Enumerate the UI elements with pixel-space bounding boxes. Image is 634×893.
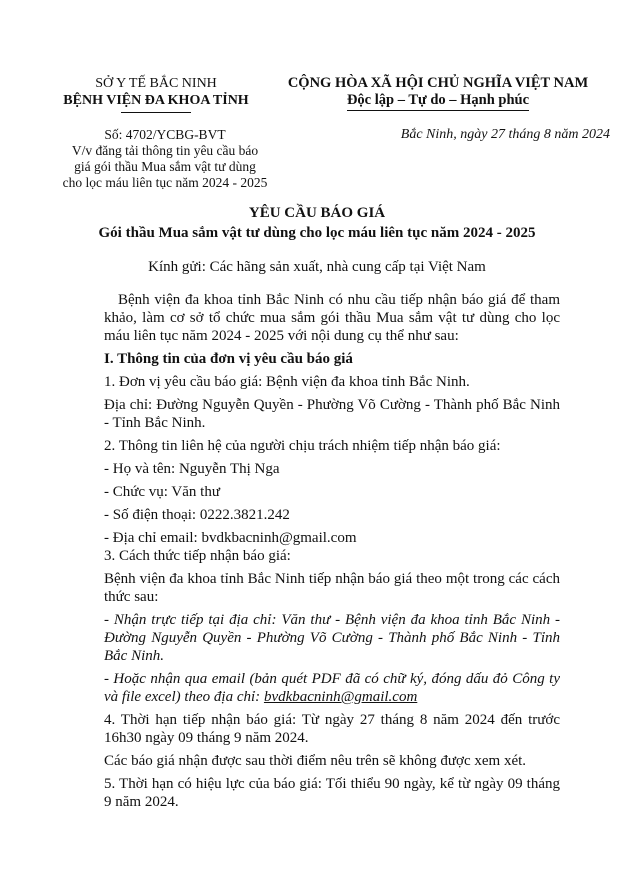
- recipient-greeting: Kính gửi: Các hãng sản xuất, nhà cung cấp tại Việt Nam: [148, 259, 486, 275]
- email-link[interactable]: bvdkbacninh@gmail.com: [263, 689, 418, 705]
- item-contact-heading: 2. Thông tin liên hệ của người chịu trách nhiệm tiếp nhận báo giá:: [104, 438, 501, 454]
- item-validity: 5. Thời hạn có hiệu lực của báo giá: Tối thiểu 90 ngày, kể từ ngày 09 tháng 9 năm 2024.: [104, 776, 560, 810]
- subject-line: cho lọc máu liên tục năm 2024 - 2025: [62, 175, 268, 190]
- national-motto: Độc lập – Tự do – Hạnh phúc: [347, 92, 529, 111]
- method-email: [104, 670, 560, 706]
- issuer-underline: [121, 112, 191, 113]
- issuer-block: [52, 75, 260, 113]
- place-date: Bắc Ninh, ngày 27 tháng 8 năm 2024: [400, 127, 610, 142]
- national-header: [272, 75, 604, 111]
- parent-organization: SỞ Y TẾ BẮC NINH: [95, 76, 217, 91]
- item-receiving-method: 3. Cách thức tiếp nhận báo giá:: [104, 548, 291, 564]
- late-note: Các báo giá nhận được sau thời điểm nêu trên sẽ không được xem xét.: [104, 753, 527, 769]
- contact-email: - Địa chỉ email: bvdkbacninh@gmail.com: [104, 530, 357, 546]
- nation-title: CỘNG HÒA XÃ HỘI CHỦ NGHĨA VIỆT NAM: [287, 75, 589, 91]
- contact-title: - Chức vụ: Văn thư: [104, 484, 220, 500]
- document-body: [104, 291, 560, 811]
- document-number-block: [58, 127, 272, 191]
- subject-line: giá gói thầu Mua sắm vật tư dùng: [74, 159, 256, 174]
- item-requesting-unit: 1. Đơn vị yêu cầu báo giá: Bệnh viện đa khoa tỉnh Bắc Ninh.: [104, 374, 470, 390]
- document-subtitle: Gói thầu Mua sắm vật tư dùng cho lọc máu liên tục năm 2024 - 2025: [98, 225, 536, 241]
- item-deadline: 4. Thời hạn tiếp nhận báo giá: Từ ngày 27 tháng 8 năm 2024 đến trước 16h30 ngày 09 tháng 9 năm 2024.: [104, 712, 560, 746]
- contact-phone: - Số điện thoại: 0222.3821.242: [104, 507, 290, 523]
- subject-line: V/v đăng tải thông tin yêu cầu báo: [71, 143, 259, 158]
- document-number: Số: 4702/YCBG-BVT: [104, 127, 226, 142]
- section-heading: I. Thông tin của đơn vị yêu cầu báo giá: [104, 351, 353, 367]
- method-direct: - Nhận trực tiếp tại địa chỉ: Văn thư - Bệnh viện đa khoa tỉnh Bắc Ninh - Đường Nguyễn Quyền - Phường Võ Cường - Thành phố Bắc Ninh - Tỉnh Bắc Ninh.: [104, 612, 560, 664]
- organization-name: BỆNH VIỆN ĐA KHOA TỈNH: [63, 93, 249, 108]
- item-address: Địa chỉ: Đường Nguyễn Quyền - Phường Võ Cường - Thành phố Bắc Ninh - Tỉnh Bắc Ninh.: [104, 397, 560, 431]
- document-title: YÊU CẦU BÁO GIÁ: [248, 205, 386, 221]
- receiving-method-desc: Bệnh viện đa khoa tỉnh Bắc Ninh tiếp nhận báo giá theo một trong các cách thức sau:: [104, 571, 560, 605]
- method-email-text: - Hoặc nhận qua email (bản quét PDF đã có chữ ký, đóng dấu đỏ Công ty và file excel) theo địa chỉ:: [104, 671, 560, 705]
- document-title-block: [60, 203, 574, 243]
- intro-paragraph: Bệnh viện đa khoa tỉnh Bắc Ninh có nhu cầu tiếp nhận báo giá để tham khảo, làm cơ sở tổ chức mua sắm gói thầu Mua sắm vật tư dùng cho lọc máu liên tục năm 2024 - 2025 với nội dung cụ thể như sau:: [104, 292, 560, 344]
- contact-name: - Họ và tên: Nguyễn Thị Nga: [104, 461, 280, 477]
